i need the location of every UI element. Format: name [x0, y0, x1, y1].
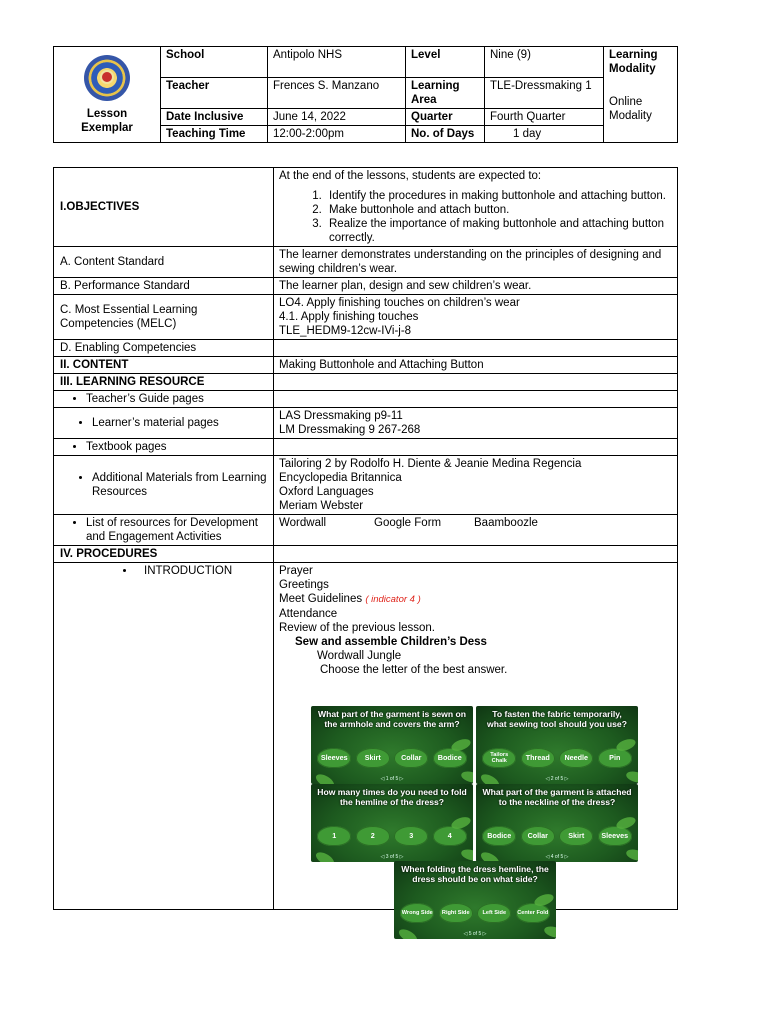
quiz-question: To fasten the fabric temporarily, what sewing tool should you use? — [487, 709, 627, 729]
quiz-option: Tailors Chalk — [482, 748, 516, 768]
melc-line: 4.1. Apply finishing touches — [279, 311, 419, 323]
quiz-options — [480, 748, 634, 768]
quiz-option: Collar — [521, 826, 555, 846]
objectives-intro: At the end of the lessons, students are expected to: — [279, 170, 542, 182]
quiz-page-indicator: ◁ 5 of 5 ▷ — [463, 931, 487, 937]
quiz-page-indicator: ◁ 1 of 5 ▷ — [380, 776, 404, 782]
quiz-option: Thread — [521, 748, 555, 768]
resource-line: Oxford Languages — [279, 486, 374, 498]
intro-prayer: Prayer — [279, 565, 313, 577]
content-label: II. CONTENT — [54, 357, 274, 374]
quiz-option: Center Fold — [516, 903, 550, 923]
objective-item: 3. Realize the importance of making buttonhole and attaching button correctly. — [325, 217, 672, 245]
teaching-time-value: 12:00-2:00pm — [268, 125, 406, 142]
teacher-label: Teacher — [161, 77, 268, 108]
additional-cell — [54, 456, 274, 515]
enabling-label: D. Enabling Competencies — [54, 340, 274, 357]
learning-area-label: Learning Area — [406, 77, 485, 108]
quiz-option: Needle — [559, 748, 593, 768]
quiz-option: 1 — [317, 826, 351, 846]
content-standard-label: A. Content Standard — [54, 247, 274, 278]
resource-line: Meriam Webster — [279, 500, 364, 512]
teachers-guide-value — [274, 391, 678, 408]
quiz-question: What part of the garment is sewn on the armhole and covers the arm? — [317, 709, 466, 729]
modality-value: Online Modality — [604, 77, 678, 142]
intro-review: Review of the previous lesson. — [279, 622, 435, 634]
objectives-cell — [274, 168, 678, 247]
quiz-slide — [311, 706, 473, 784]
introduction-label: • INTRODUCTION — [136, 564, 268, 578]
quiz-slide — [476, 706, 638, 784]
teaching-time-label: Teaching Time — [161, 125, 268, 142]
quiz-option: Left Side — [477, 903, 511, 923]
quiz-slide — [476, 784, 638, 862]
melc-label: C. Most Essential Learning Competencies (MELC) — [54, 295, 274, 340]
header-table — [53, 46, 678, 143]
resource-line: Encyclopedia Britannica — [279, 472, 402, 484]
quiz-option: Bodice — [433, 748, 467, 768]
additional-value — [274, 456, 678, 515]
learners-material-cell — [54, 408, 274, 439]
quarter-value: Fourth Quarter — [485, 108, 604, 125]
teacher-value: Frences S. Manzano — [268, 77, 406, 108]
resource-baamboozle: Baamboozle — [474, 517, 538, 529]
objective-item: 2. Make buttonhole and attach button. — [325, 203, 672, 217]
quiz-option: 3 — [394, 826, 428, 846]
melc-cell — [274, 295, 678, 340]
procedures-value — [274, 546, 678, 563]
enabling-value — [274, 340, 678, 357]
content-value: Making Buttonhole and Attaching Button — [274, 357, 678, 374]
additional-label: • Additional Materials from Learning Resources — [92, 471, 268, 499]
intro-subtitle: Sew and assemble Children’s Dess — [295, 636, 487, 648]
objectives-label: I.OBJECTIVES — [54, 168, 274, 247]
level-label: Level — [406, 47, 485, 78]
date-label: Date Inclusive — [161, 108, 268, 125]
learners-material-value — [274, 408, 678, 439]
quiz-option: Skirt — [559, 826, 593, 846]
resource-wordwall: Wordwall — [279, 517, 327, 529]
quiz-question: When folding the dress hemline, the dress should be on what side? — [401, 864, 549, 884]
indicator-note: ( indicator 4 ) — [365, 594, 421, 605]
resource-line: Tailoring 2 by Rodolfo H. Diente & Jeanie Medina Regencia — [279, 458, 582, 470]
quiz-options — [480, 826, 634, 846]
quiz-options — [315, 826, 469, 846]
quiz-option: 2 — [356, 826, 390, 846]
quiz-option: Sleeves — [598, 826, 632, 846]
textbook-label: • Textbook pages — [86, 440, 268, 454]
quiz-option: Sleeves — [317, 748, 351, 768]
school-value: Antipolo NHS — [268, 47, 406, 78]
quiz-question: How many times do you need to fold the hemline of the dress? — [317, 787, 467, 807]
resource-line: LM Dressmaking 9 267-268 — [279, 424, 421, 436]
lesson-exemplar-label: Lesson Exemplar — [81, 108, 133, 134]
content-standard-value: The learner demonstrates understanding on the principles of designing and sewing children’s wear. — [274, 247, 678, 278]
teachers-guide-label: • Teacher’s Guide pages — [86, 392, 268, 406]
teachers-guide-cell — [54, 391, 274, 408]
learning-resource-label: III. LEARNING RESOURCE — [54, 374, 274, 391]
quiz-question: What part of the garment is attached to the neckline of the dress? — [482, 787, 632, 807]
quiz-page-indicator: ◁ 2 of 5 ▷ — [545, 776, 569, 782]
resources-list-label: • List of resources for Development and Engagement Activities — [86, 516, 268, 544]
days-value: 1 day — [485, 125, 604, 142]
performance-standard-value: The learner plan, design and sew children’s wear. — [274, 278, 678, 295]
quiz-option: Wrong Side — [400, 903, 434, 923]
quiz-option: Skirt — [356, 748, 390, 768]
quiz-option: Right Side — [439, 903, 473, 923]
quiz-options — [398, 903, 552, 923]
introduction-cell — [54, 563, 274, 910]
date-value: June 14, 2022 — [268, 108, 406, 125]
logo-cell — [54, 47, 161, 143]
melc-line: TLE_HEDM9-12cw-IVi-j-8 — [279, 325, 412, 337]
performance-standard-label: B. Performance Standard — [54, 278, 274, 295]
quiz-slide — [394, 861, 556, 939]
learning-resource-value — [274, 374, 678, 391]
learners-material-label: • Learner’s material pages — [92, 416, 268, 430]
intro-meet-guidelines: Meet Guidelines — [279, 593, 363, 605]
quarter-label: Quarter — [406, 108, 485, 125]
school-seal-icon — [84, 55, 130, 101]
resource-google-form: Google Form — [374, 517, 442, 529]
quiz-options — [315, 748, 469, 768]
learning-area-value: TLE-Dressmaking 1 — [485, 77, 604, 108]
quiz-option: Bodice — [482, 826, 516, 846]
textbook-value — [274, 439, 678, 456]
quiz-option: Pin — [598, 748, 632, 768]
intro-game: Wordwall Jungle — [317, 650, 402, 662]
objectives-list — [279, 189, 672, 245]
textbook-cell — [54, 439, 274, 456]
intro-attendance: Attendance — [279, 608, 338, 620]
quiz-page-indicator: ◁ 3 of 5 ▷ — [380, 854, 404, 860]
intro-greetings: Greetings — [279, 579, 329, 591]
objective-item: 1. Identify the procedures in making buttonhole and attaching button. — [325, 189, 672, 203]
procedures-label: IV. PROCEDURES — [54, 546, 274, 563]
modality-label: Learning Modality — [604, 47, 678, 78]
quiz-option: 4 — [433, 826, 467, 846]
melc-line: LO4. Apply finishing touches on children’s wear — [279, 297, 520, 309]
level-value: Nine (9) — [485, 47, 604, 78]
quiz-slide — [311, 784, 473, 862]
intro-instruction: Choose the letter of the best answer. — [320, 664, 508, 676]
resources-list-value — [274, 515, 678, 546]
quiz-page-indicator: ◁ 4 of 5 ▷ — [545, 854, 569, 860]
resources-list-cell — [54, 515, 274, 546]
school-label: School — [161, 47, 268, 78]
quiz-option: Collar — [394, 748, 428, 768]
resource-line: LAS Dressmaking p9-11 — [279, 410, 403, 422]
days-label: No. of Days — [406, 125, 485, 142]
